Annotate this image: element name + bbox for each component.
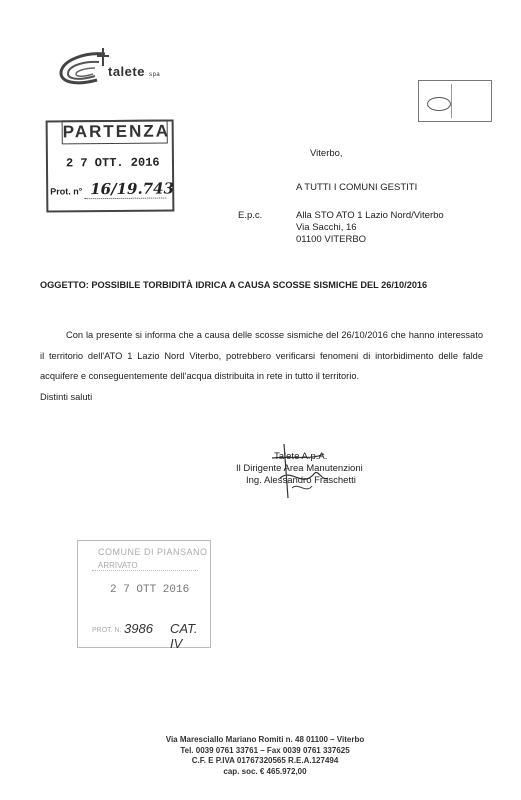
footer-capital: cap. soc. € 465.972,00 [223,766,307,776]
signature-company: Talete A.p.A. [274,451,328,462]
letterhead-footer [120,735,410,777]
stamp-comune: COMUNE DI PIANSANO [98,547,208,557]
epc-line-1: Alla STO ATO 1 Lazio Nord/Viterbo [296,210,444,221]
stamp-arrivo-category: CAT. IV [170,621,198,651]
epc-label: E.p.c. [238,210,263,221]
partenza-stamp [46,119,175,212]
stamp-prot-number: 16/19.743 [90,179,175,199]
brand-name: talete spa [108,64,161,79]
epc-line-2: Via Sacchi, 16 [296,222,357,233]
footer-phone: Tel. 0039 0761 33761 – Fax 0039 0761 337625 [180,745,350,755]
body-paragraph: Con la presente si informa che a causa delle scosse sismiche del 26/10/2016 che hanno interessato il territorio dell'ATO 1 Lazio Nord Viterbo, potrebbero verificarsi fenomeni di intorbidimento delle falde acquifere e conseguentemente dell'acqua distribuita in rete in tutto il territorio. [40,330,483,381]
stamp-arrivo-prot-label: PROT. N. [92,627,122,634]
footer-tax-id: C.F. E P.IVA 01767320565 R.E.A.127494 [191,756,339,765]
stamp-date: 2 7 OTT. 2016 [65,155,160,171]
stamp-arrivato: ARRIVATO [98,561,138,570]
stamp-prot-label: Prot. n° [50,186,83,197]
footer-address: Via Maresciallo Mariano Romiti n. 48 01100 – Viterbo [165,735,365,744]
stamp-title: PARTENZA [62,119,168,144]
signature-title: Il Dirigente Area Manutenzioni [236,463,363,474]
subject-line: OGGETTO: POSSIBILE TORBIDITÀ IDRICA A CAUSA SCOSSE SISMICHE DEL 26/10/2016 [40,280,428,290]
city-date: Viterbo, [310,148,343,159]
epc-line-3: 01100 VITERBO [296,234,367,245]
arrivo-stamp [77,540,211,651]
recipient: A TUTTI I COMUNI GESTITI [296,182,418,193]
letter-body [40,325,483,407]
certiquality-logo [427,97,451,111]
closing: Distinti saluti [40,391,93,402]
stamp-arrivo-date: 2 7 OTT 2016 [110,584,190,596]
signature-name: Ing. Alessandro Fraschetti [246,475,356,486]
certification-mark [418,80,492,122]
stamp-arrivo-prot-number: 3986 [124,621,153,636]
